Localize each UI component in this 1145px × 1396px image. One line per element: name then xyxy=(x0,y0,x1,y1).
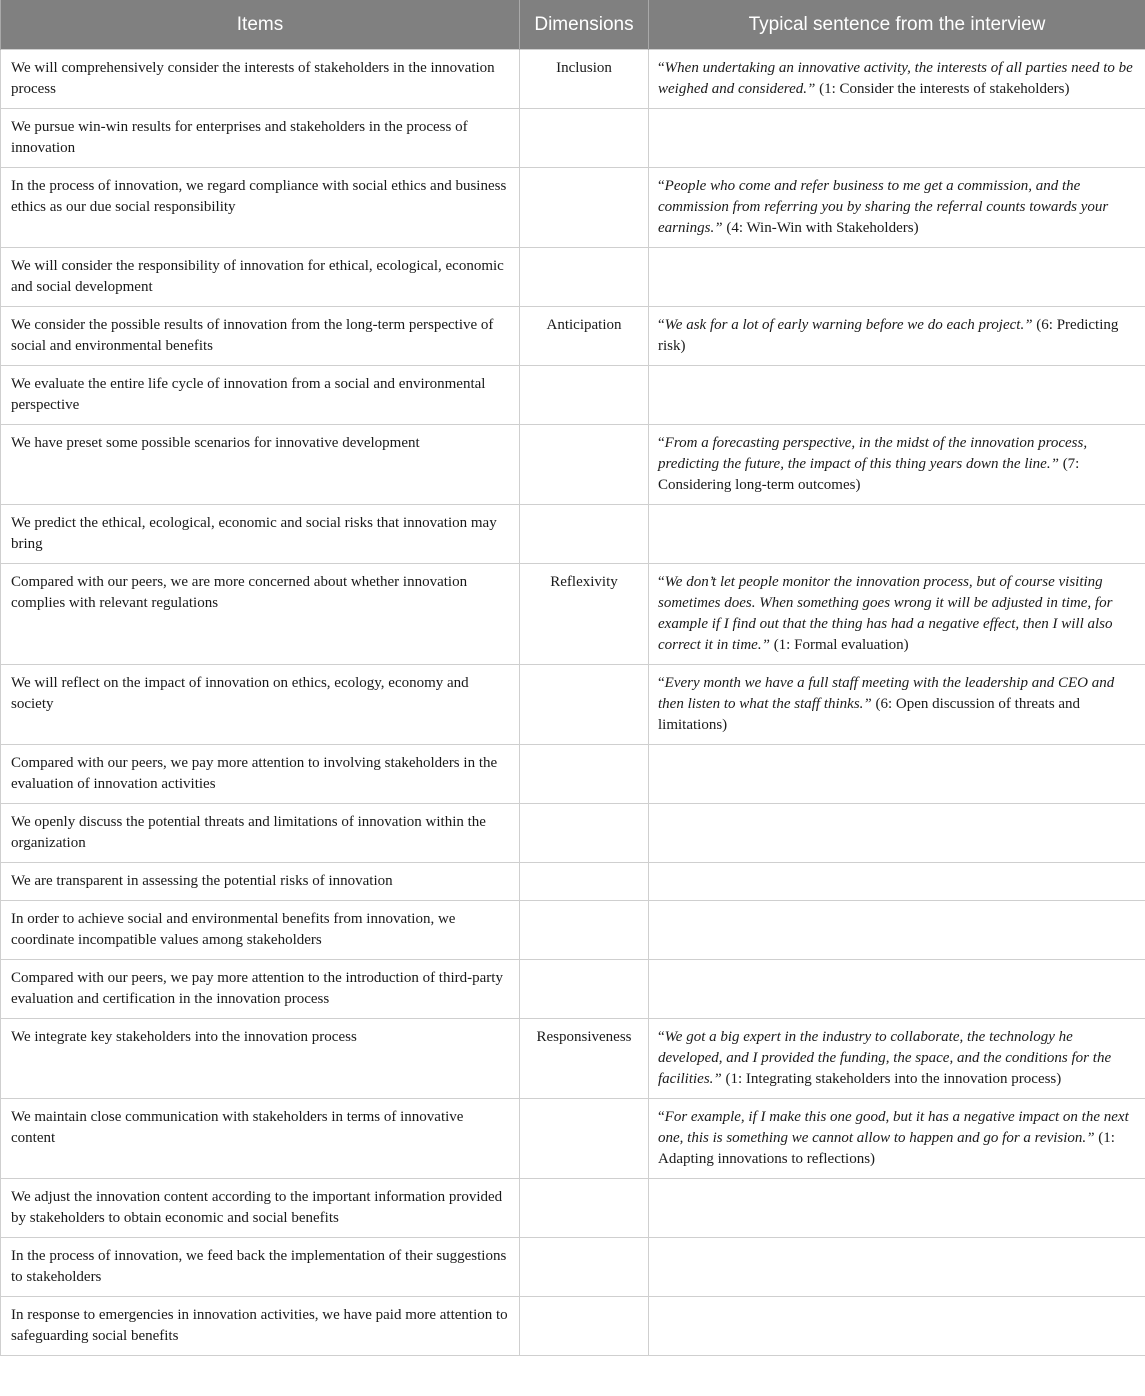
quote-code-note: (1: Integrating stakeholders into the innovation process) xyxy=(721,1071,1062,1087)
dimension-cell xyxy=(520,366,649,425)
quote-cell xyxy=(649,863,1145,901)
dimension-cell xyxy=(520,1099,649,1179)
quote-cell xyxy=(649,901,1145,960)
quote-text: Every month we have a full staff meeting with the leadership and CEO and then listen to what the staff thinks. xyxy=(658,675,1115,712)
header-row xyxy=(1,0,1145,50)
quote-cell xyxy=(649,960,1145,1019)
header-quote: Typical sentence from the interview xyxy=(649,0,1145,50)
item-cell: We are transparent in assessing the potential risks of innovation xyxy=(1,863,520,901)
quote-cell xyxy=(649,804,1145,863)
close-quote-mark: ” xyxy=(1024,317,1033,333)
quote-cell xyxy=(649,1019,1145,1099)
open-quote-mark: “ xyxy=(658,60,665,76)
dimension-cell xyxy=(520,863,649,901)
quote-cell xyxy=(649,425,1145,505)
dimension-cell xyxy=(520,745,649,804)
item-cell: We have preset some possible scenarios for innovative development xyxy=(1,425,520,505)
quote-text: From a forecasting perspective, in the midst of the innovation process, predicting the future, the impact of this thing years down the line. xyxy=(658,435,1088,472)
close-quote-mark: ” xyxy=(1086,1130,1095,1146)
table-row xyxy=(1,901,1145,960)
quote-code-note: (6: Predicting risk) xyxy=(658,317,1119,354)
item-cell: We will comprehensively consider the interests of stakeholders in the innovation process xyxy=(1,50,520,109)
table-row xyxy=(1,505,1145,564)
item-cell: In order to achieve social and environmental benefits from innovation, we coordinate incompatible values among stakeholders xyxy=(1,901,520,960)
open-quote-mark: “ xyxy=(658,675,665,691)
table-row xyxy=(1,168,1145,248)
dimension-cell: Reflexivity xyxy=(520,564,649,665)
item-cell: We maintain close communication with stakeholders in terms of innovative content xyxy=(1,1099,520,1179)
close-quote-mark: ” xyxy=(713,1071,722,1087)
header-dimensions: Dimensions xyxy=(520,0,649,50)
item-cell: In the process of innovation, we regard compliance with social ethics and business ethics as our due social responsibility xyxy=(1,168,520,248)
table-row xyxy=(1,745,1145,804)
quote-cell xyxy=(649,564,1145,665)
dimension-cell xyxy=(520,248,649,307)
dimension-cell: Anticipation xyxy=(520,307,649,366)
table-row xyxy=(1,804,1145,863)
item-cell: We openly discuss the potential threats and limitations of innovation within the organization xyxy=(1,804,520,863)
item-cell: We adjust the innovation content according to the important information provided by stakeholders to obtain economic and social benefits xyxy=(1,1179,520,1238)
dimension-cell xyxy=(520,1297,649,1356)
dimension-cell xyxy=(520,804,649,863)
table-row xyxy=(1,665,1145,745)
table-row xyxy=(1,960,1145,1019)
quote-code-note: (6: Open discussion of threats and limitations) xyxy=(658,696,1081,733)
quote-cell xyxy=(649,50,1145,109)
table-row xyxy=(1,366,1145,425)
quote-code-note: (1: Adapting innovations to reflections) xyxy=(658,1130,1115,1167)
quote-cell xyxy=(649,109,1145,168)
quote-text: When undertaking an innovative activity, the interests of all parties need to be weighed and considered. xyxy=(658,60,1133,97)
table-header xyxy=(1,0,1145,50)
dimension-cell xyxy=(520,665,649,745)
header-items: Items xyxy=(1,0,520,50)
table-row xyxy=(1,307,1145,366)
item-cell: We predict the ethical, ecological, economic and social risks that innovation may bring xyxy=(1,505,520,564)
quote-code-note: (4: Win-Win with Stakeholders) xyxy=(722,220,919,236)
table-row xyxy=(1,50,1145,109)
quote-code-note: (1: Formal evaluation) xyxy=(769,637,909,653)
table-row xyxy=(1,1179,1145,1238)
dimension-cell: Inclusion xyxy=(520,50,649,109)
item-cell: Compared with our peers, we pay more attention to the introduction of third-party evaluation and certification in the innovation process xyxy=(1,960,520,1019)
quote-cell xyxy=(649,665,1145,745)
item-cell: Compared with our peers, we are more concerned about whether innovation complies with relevant regulations xyxy=(1,564,520,665)
table-row xyxy=(1,248,1145,307)
quote-cell xyxy=(649,1099,1145,1179)
quote-cell xyxy=(649,1297,1145,1356)
close-quote-mark: ” xyxy=(761,637,770,653)
table-row xyxy=(1,863,1145,901)
table-row xyxy=(1,1238,1145,1297)
close-quote-mark: ” xyxy=(863,696,872,712)
close-quote-mark: ” xyxy=(807,81,816,97)
item-cell: Compared with our peers, we pay more attention to involving stakeholders in the evaluation of innovation activities xyxy=(1,745,520,804)
quote-cell xyxy=(649,1238,1145,1297)
item-cell: In the process of innovation, we feed back the implementation of their suggestions to stakeholders xyxy=(1,1238,520,1297)
table-row xyxy=(1,109,1145,168)
open-quote-mark: “ xyxy=(658,317,665,333)
open-quote-mark: “ xyxy=(658,1029,665,1045)
open-quote-mark: “ xyxy=(658,435,665,451)
table-row xyxy=(1,425,1145,505)
item-cell: We will consider the responsibility of innovation for ethical, ecological, economic and social development xyxy=(1,248,520,307)
dimension-cell xyxy=(520,109,649,168)
open-quote-mark: “ xyxy=(658,178,665,194)
item-cell: In response to emergencies in innovation activities, we have paid more attention to safeguarding social benefits xyxy=(1,1297,520,1356)
dimension-cell xyxy=(520,505,649,564)
quote-text: We got a big expert in the industry to collaborate, the technology he developed, and I provided the funding, the space, and the conditions for the facilities. xyxy=(658,1029,1112,1087)
dimension-cell: Responsiveness xyxy=(520,1019,649,1099)
open-quote-mark: “ xyxy=(658,1109,665,1125)
item-cell: We integrate key stakeholders into the innovation process xyxy=(1,1019,520,1099)
close-quote-mark: ” xyxy=(714,220,723,236)
dimension-cell xyxy=(520,168,649,248)
item-cell: We will reflect on the impact of innovation on ethics, ecology, economy and society xyxy=(1,665,520,745)
open-quote-mark: “ xyxy=(658,574,665,590)
dimension-cell xyxy=(520,960,649,1019)
quote-cell xyxy=(649,248,1145,307)
quote-code-note: (7: Considering long-term outcomes) xyxy=(658,456,1080,493)
dimension-cell xyxy=(520,425,649,505)
quote-cell xyxy=(649,366,1145,425)
quote-cell xyxy=(649,745,1145,804)
item-cell: We consider the possible results of innovation from the long-term perspective of social and environmental benefits xyxy=(1,307,520,366)
table-row xyxy=(1,1297,1145,1356)
table-row xyxy=(1,564,1145,665)
quote-cell xyxy=(649,1179,1145,1238)
close-quote-mark: ” xyxy=(1050,456,1059,472)
dimension-cell xyxy=(520,1238,649,1297)
quote-cell xyxy=(649,168,1145,248)
table-row xyxy=(1,1099,1145,1179)
quote-code-note: (1: Consider the interests of stakeholders) xyxy=(815,81,1070,97)
dimension-cell xyxy=(520,901,649,960)
item-cell: We pursue win-win results for enterprises and stakeholders in the process of innovation xyxy=(1,109,520,168)
quote-text: We don’t let people monitor the innovation process, but of course visiting sometimes does. When something goes wrong it will be adjusted in time, for example if I find out that the thing has had a negative effect, then I will also correct it in time. xyxy=(658,574,1113,653)
quote-cell xyxy=(649,307,1145,366)
quote-text: We ask for a lot of early warning before we do each project. xyxy=(664,317,1025,333)
quote-text: For example, if I make this one good, but it has a negative impact on the next one, this is something we cannot allow to happen and go for a revision. xyxy=(658,1109,1129,1146)
item-cell: We evaluate the entire life cycle of innovation from a social and environmental perspective xyxy=(1,366,520,425)
quote-text: People who come and refer business to me get a commission, and the commission from referring you by sharing the referral counts towards your earnings. xyxy=(658,178,1109,236)
quote-cell xyxy=(649,505,1145,564)
table-body xyxy=(1,50,1145,1356)
table-row xyxy=(1,1019,1145,1099)
dimension-cell xyxy=(520,1179,649,1238)
